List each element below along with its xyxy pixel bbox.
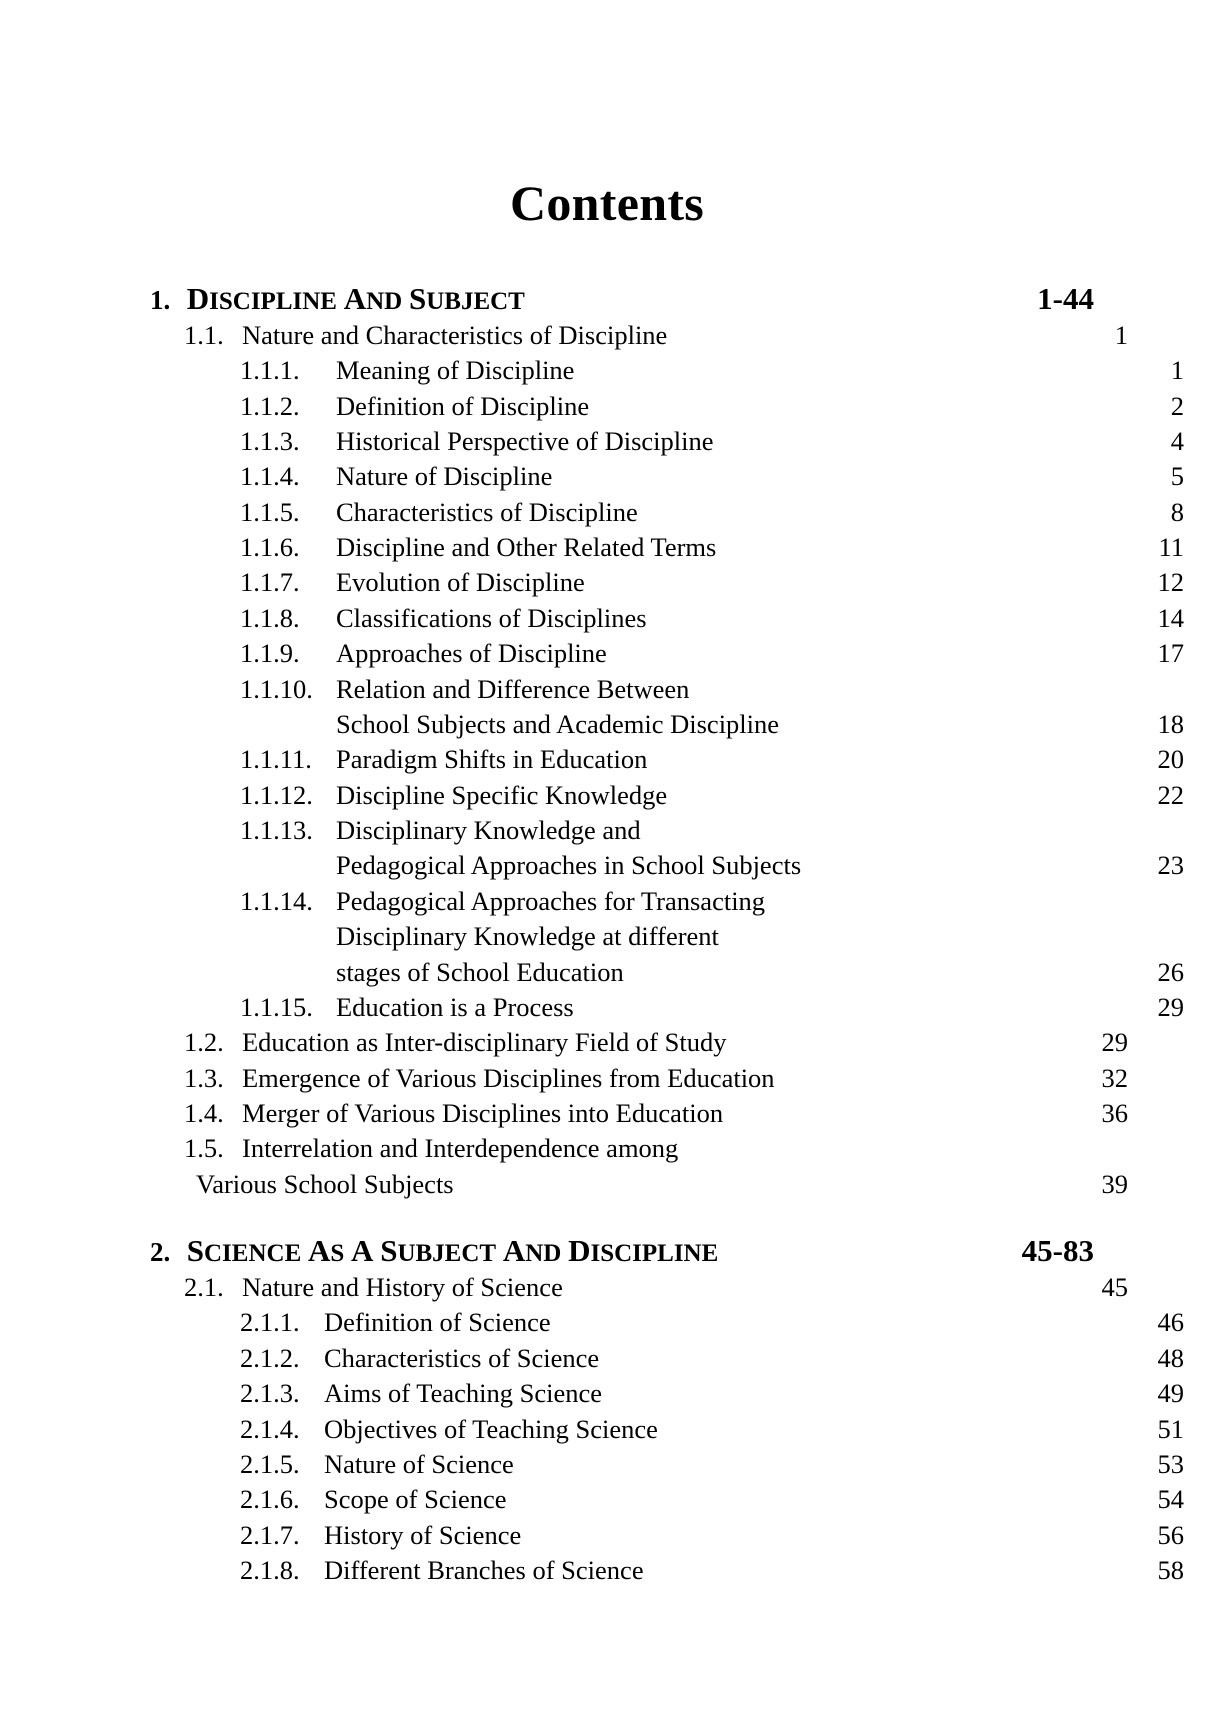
toc-entry[interactable] [150, 1025, 1128, 1060]
toc-entry-number: 1.1.11. [240, 744, 312, 775]
toc-entry-page: 48 [1157, 1342, 1184, 1373]
toc-entry-number: 2.1.1. [240, 1307, 300, 1338]
toc-entry[interactable] [150, 353, 1184, 388]
toc-entry-continuation[interactable] [150, 1167, 1128, 1202]
toc-entry[interactable] [150, 813, 1184, 848]
page-title: Contents [509, 175, 705, 231]
toc-entry-page: 45 [1101, 1272, 1128, 1302]
toc-entry-page: 39 [1101, 1168, 1128, 1199]
toc-entry[interactable] [150, 1482, 1184, 1517]
toc-entry-number: 1.5. [184, 1133, 224, 1164]
toc-entry-number: 1.3. [184, 1062, 224, 1093]
toc-entry-number: 1.1.7. [240, 567, 300, 598]
toc-entry-label: Education as Inter-disciplinary Field of Study [242, 1027, 727, 1058]
chapter-title-word [351, 1233, 374, 1269]
toc-entry-number: 2.1.7. [240, 1519, 300, 1550]
toc-entry-text [240, 884, 1092, 919]
toc-entry-text [240, 565, 1092, 600]
toc-entry-label: Meaning of Discipline [336, 355, 575, 386]
toc-entry-label: Pedagogical Approaches for Transacting [336, 885, 766, 916]
toc-entry-text [240, 1412, 1092, 1447]
toc-entry-text [240, 742, 1092, 777]
toc-entry-text [184, 1096, 1036, 1131]
toc-entry[interactable] [150, 459, 1184, 494]
toc-entry[interactable] [150, 778, 1184, 813]
toc-entry-number: 2.1.3. [240, 1378, 300, 1409]
toc-entry-text [240, 1376, 1092, 1411]
chapter-title-initial: D [186, 281, 210, 316]
toc-entry-label: Scope of Science [324, 1484, 507, 1515]
toc-entry[interactable] [150, 672, 1184, 707]
toc-entry-number: 1.1.1. [240, 355, 300, 386]
chapter-title-smallcaps: UBJECT [426, 288, 525, 315]
toc-entry-page: 17 [1157, 638, 1184, 669]
toc-entry-text [184, 1061, 1036, 1096]
toc-entry[interactable] [150, 1061, 1128, 1096]
toc-entry-number: 1.1.5. [240, 496, 300, 527]
toc-entry-label: Nature of Science [324, 1448, 514, 1479]
toc-entry-text [240, 601, 1092, 636]
toc-entry-continuation[interactable] [150, 919, 1184, 954]
toc-entry[interactable] [150, 389, 1184, 424]
toc-entry-text [240, 672, 1092, 707]
chapter-number: 1. [150, 285, 171, 315]
toc-entry[interactable] [150, 1131, 1128, 1166]
toc-entry-page: 1 [1170, 355, 1184, 386]
toc-entry-number: 1.1.12. [240, 779, 313, 810]
toc-entry[interactable] [150, 1096, 1128, 1131]
toc-entry-number: 1.1.10. [240, 673, 313, 704]
chapter-title-word [343, 281, 403, 316]
toc-entry-page: 46 [1157, 1307, 1184, 1338]
chapter-title-word [186, 281, 337, 316]
toc-entry[interactable] [150, 1305, 1184, 1340]
toc-entry-label: Objectives of Teaching Science [324, 1413, 658, 1444]
toc-entry-number: 2.1.4. [240, 1413, 300, 1444]
toc-entry-text [184, 1131, 1036, 1166]
toc-entry-page: 58 [1157, 1555, 1184, 1585]
chapter-title-smallcaps: ISCIPLINE [209, 288, 337, 315]
toc-entry-number: 2.1. [184, 1272, 224, 1302]
toc-entry[interactable] [150, 636, 1184, 671]
chapter-title-initial: D [568, 1233, 591, 1269]
toc-entry-page: 36 [1101, 1098, 1128, 1129]
toc-entry-text [240, 955, 1092, 990]
chapter-title-smallcaps: UBJECT [397, 1240, 497, 1268]
toc-entry-page: 12 [1157, 567, 1184, 598]
toc-entry-text [240, 1447, 1092, 1482]
toc-entry-continuation[interactable] [150, 848, 1184, 883]
toc-entry[interactable] [150, 530, 1184, 565]
toc-entry-label: Emergence of Various Disciplines from Education [242, 1062, 775, 1093]
toc-entry[interactable] [150, 742, 1184, 777]
toc-entry-page: 5 [1170, 461, 1184, 492]
toc-entry-page: 8 [1170, 496, 1184, 527]
toc-entry[interactable] [150, 1553, 1184, 1588]
chapter-title-word [380, 1233, 497, 1269]
toc-entry-label: Pedagogical Approaches in School Subjects [336, 850, 802, 881]
chapter-title-smallcaps: ISCIPLINE [590, 1240, 719, 1268]
toc-entry-label: Nature of Discipline [336, 461, 553, 492]
toc-entry-text [184, 1270, 1036, 1305]
chapter-heading[interactable] [150, 1232, 1094, 1270]
toc-entry-label: Merger of Various Disciplines into Education [242, 1098, 724, 1129]
toc-entry-text [240, 848, 1092, 883]
toc-entry-number: 1.1.6. [240, 532, 300, 563]
toc-entry-label: Disciplinary Knowledge and [336, 815, 641, 846]
toc-entry-label: Nature and History of Science [242, 1272, 563, 1302]
toc-entry-text [240, 459, 1092, 494]
chapter-page-range: 45-83 [1021, 1233, 1094, 1269]
chapter-spacer [150, 1202, 1094, 1232]
toc-entry-continuation[interactable] [150, 955, 1184, 990]
toc-entry-label: Discipline and Other Related Terms [336, 532, 717, 563]
toc-entry-number: 1.2. [184, 1027, 224, 1058]
chapter-title-word [308, 1233, 345, 1269]
chapter-title-initial: S [186, 1233, 204, 1269]
toc-entry-text [240, 919, 1092, 954]
toc-entry-label: School Subjects and Academic Discipline [336, 708, 780, 739]
toc-entry[interactable] [150, 1376, 1184, 1411]
chapter-title [150, 280, 984, 318]
toc-entry-number: 1.1.14. [240, 885, 313, 916]
toc-entry-page: 11 [1158, 532, 1184, 563]
toc-entry-number: 1.1.2. [240, 390, 300, 421]
toc-entry-number: 1.1.8. [240, 602, 300, 633]
toc-entry-number: 2.1.8. [240, 1555, 300, 1585]
toc-entry-text [240, 353, 1092, 388]
chapter-page-range: 1-44 [1037, 281, 1094, 316]
toc-entry-label: Nature and Characteristics of Discipline [242, 319, 668, 350]
toc-entry[interactable] [150, 1412, 1184, 1447]
chapter-title-initial: A [343, 281, 367, 316]
toc-entry-page: 51 [1157, 1413, 1184, 1444]
toc-entry-label: Paradigm Shifts in Education [336, 744, 648, 775]
toc-entry-label: Approaches of Discipline [336, 638, 607, 669]
toc-entry[interactable] [150, 601, 1184, 636]
toc-entry-number: 1.1. [184, 319, 224, 350]
toc-entry-label: Discipline Specific Knowledge [336, 779, 668, 810]
toc-entry-text [240, 813, 1092, 848]
toc-entry-label: Various School Subjects [196, 1168, 454, 1199]
toc-entry-label: Classifications of Disciplines [336, 602, 647, 633]
toc-entry[interactable] [150, 990, 1184, 1025]
toc-entry-label: Aims of Teaching Science [324, 1378, 603, 1409]
chapter-title-word [186, 1233, 302, 1269]
toc-entry-number: 1.1.13. [240, 815, 313, 846]
toc-entry-continuation[interactable] [150, 707, 1184, 742]
toc-entry-number: 2.1.5. [240, 1448, 300, 1479]
toc-entry-text [184, 318, 1036, 353]
chapter-title-smallcaps: S [330, 1240, 345, 1268]
chapter-title-initial: S [408, 281, 427, 316]
toc-entry-page: 18 [1157, 708, 1184, 739]
toc-entry-page: 54 [1157, 1484, 1184, 1515]
toc-entry[interactable] [150, 1341, 1184, 1376]
toc-entry-number: 1.4. [184, 1098, 224, 1129]
toc-entry-label: Interrelation and Interdependence among [242, 1133, 679, 1164]
toc-entry-text [240, 530, 1092, 565]
toc-entry-text [240, 778, 1092, 813]
toc-entry-page: 49 [1157, 1378, 1184, 1409]
toc-entry-text [240, 990, 1092, 1025]
chapter-heading[interactable] [150, 280, 1094, 318]
toc-entry-label: Disciplinary Knowledge at different [336, 921, 719, 952]
toc-entry-text [240, 495, 1092, 530]
toc-entry-text [240, 389, 1092, 424]
toc-entry-number: 1.1.3. [240, 425, 300, 456]
toc-entry-page: 53 [1157, 1448, 1184, 1479]
toc-entry[interactable] [150, 565, 1184, 600]
chapter-title-smallcaps: ND [525, 1240, 562, 1268]
toc-entry-text [240, 1341, 1092, 1376]
chapter-title-word [502, 1233, 562, 1269]
toc-entry[interactable] [150, 1518, 1184, 1553]
toc-entry-label: Evolution of Discipline [336, 567, 585, 598]
toc-entry-page: 4 [1170, 425, 1184, 456]
chapter-title [150, 1232, 984, 1270]
toc-entry-label: History of Science [324, 1519, 522, 1550]
toc-entry-label: Characteristics of Discipline [336, 496, 638, 527]
toc-entry-text [184, 1025, 1036, 1060]
chapter-title-word [568, 1233, 719, 1269]
toc-entry-page: 56 [1157, 1519, 1184, 1550]
toc-entry-text [240, 424, 1092, 459]
toc-entry-page: 32 [1101, 1062, 1128, 1093]
toc-entry-page: 29 [1101, 1027, 1128, 1058]
toc-entry-text [240, 1553, 1092, 1588]
chapter-title-initial: A [502, 1233, 526, 1269]
chapter-title-initial: S [380, 1233, 398, 1269]
toc-entry-text [240, 1518, 1092, 1553]
toc-entry-number: 1.1.9. [240, 638, 300, 669]
toc-entry-page: 26 [1157, 956, 1184, 987]
toc-entry-page: 20 [1157, 744, 1184, 775]
toc-entry-text [240, 707, 1092, 742]
toc-entry-label: Definition of Discipline [336, 390, 590, 421]
toc-entry-text [184, 1167, 1036, 1202]
toc-entry-text [240, 1482, 1092, 1517]
toc-entry-label: Different Branches of Science [324, 1555, 644, 1585]
toc-entry[interactable] [150, 1270, 1128, 1305]
toc-entry-page: 14 [1157, 602, 1184, 633]
toc-entry-number: 1.1.15. [240, 991, 313, 1022]
toc-entry-page: 1 [1114, 319, 1128, 350]
toc-entry-page: 23 [1157, 850, 1184, 881]
toc-list [0, 280, 1214, 1588]
toc-entry[interactable] [150, 495, 1184, 530]
toc-entry-label: Relation and Difference Between [336, 673, 690, 704]
toc-entry-label: stages of School Education [336, 956, 624, 987]
toc-entry-text [240, 636, 1092, 671]
chapter-title-word [408, 281, 525, 316]
toc-entry[interactable] [150, 424, 1184, 459]
toc-entry-number: 2.1.6. [240, 1484, 300, 1515]
toc-entry-page: 22 [1157, 779, 1184, 810]
toc-entry-text [240, 1305, 1092, 1340]
toc-entry-page: 29 [1157, 991, 1184, 1022]
toc-entry[interactable] [150, 1447, 1184, 1482]
toc-entry-number: 1.1.4. [240, 461, 300, 492]
toc-entry[interactable] [150, 884, 1184, 919]
toc-entry-label: Historical Perspective of Discipline [336, 425, 714, 456]
toc-entry-page: 2 [1170, 390, 1184, 421]
toc-entry-label: Education is a Process [336, 991, 574, 1022]
toc-entry-number: 2.1.2. [240, 1342, 300, 1373]
chapter-title-initial: A [351, 1233, 374, 1269]
toc-entry-label: Definition of Science [324, 1307, 551, 1338]
chapter-number: 2. [150, 1237, 171, 1268]
toc-entry[interactable] [150, 318, 1128, 353]
chapter-title-initial: A [308, 1233, 331, 1269]
chapter-title-smallcaps: CIENCE [204, 1240, 302, 1268]
chapter-title-smallcaps: ND [366, 288, 403, 315]
toc-entry-label: Characteristics of Science [324, 1342, 600, 1373]
